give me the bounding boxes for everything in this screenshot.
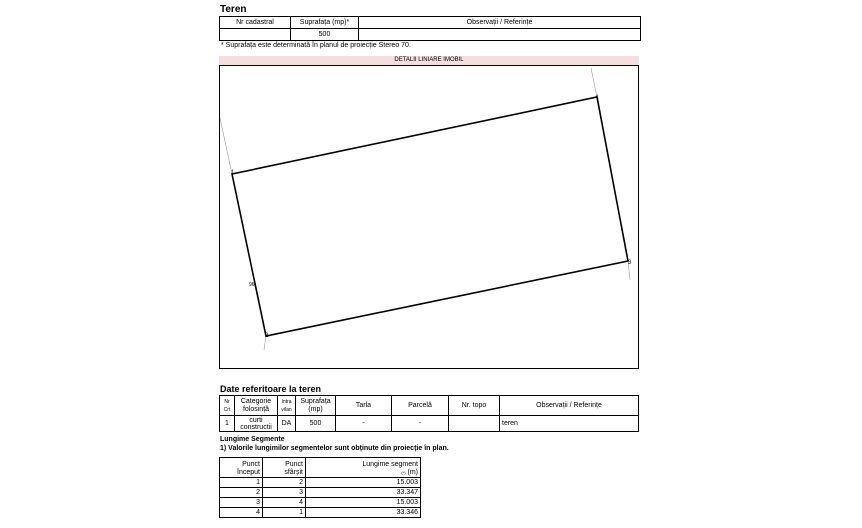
cell-start: 3 xyxy=(220,498,263,508)
header-categorie: Categorie folosință xyxy=(235,396,278,416)
table-header-row xyxy=(220,458,421,478)
cell-length: 15.003 xyxy=(306,498,421,508)
cell-suprafata: 500 xyxy=(296,416,336,432)
header-nr-crt: Nr Crt xyxy=(220,396,235,416)
header-lungime xyxy=(306,458,421,478)
segment-note: 1) Valorile lungimilor segmentelor sunt obținute din proiecție în plan. xyxy=(220,445,449,452)
surface-footnote: * Suprafața este determinată în planul de proiecție Stereo 70. xyxy=(221,42,411,49)
cell-observatii xyxy=(359,29,641,41)
neighbor-line xyxy=(591,68,597,97)
cell-start: 4 xyxy=(220,508,263,518)
header-punct-sfarsit: Punct sfârșit xyxy=(263,458,306,478)
section-title-teren: Teren xyxy=(220,4,247,15)
header-intravilan: Intra vilan xyxy=(278,396,296,416)
sketch-header: DETALII LINIARE IMOBIL xyxy=(219,56,639,65)
side-label: 96; xyxy=(249,282,256,288)
cell-length: 15.003 xyxy=(306,478,421,488)
vertex-label-4: 4 xyxy=(595,95,599,101)
neighbor-line xyxy=(220,118,232,174)
cell-tarla: - xyxy=(336,416,392,432)
header-unit-small: (*) xyxy=(401,470,406,475)
cell-intravilan: DA xyxy=(278,416,296,432)
cell-length: 33.346 xyxy=(306,508,421,518)
cell-nr-cadastral xyxy=(220,29,291,41)
vertex-label-2: 2 xyxy=(265,333,269,339)
parcel-sketch xyxy=(219,65,639,369)
header-punct-inceput: Punct început xyxy=(220,458,263,478)
teren-table xyxy=(219,16,641,41)
vertex-label-3: 3 xyxy=(628,260,632,266)
cell-end: 2 xyxy=(263,478,306,488)
land-data-table xyxy=(219,395,639,432)
header-nr-cadastral: Nr cadastral xyxy=(220,17,291,29)
table-row xyxy=(220,498,421,508)
cell-end: 1 xyxy=(263,508,306,518)
table-header-row xyxy=(220,17,641,29)
table-header-row xyxy=(220,396,639,416)
header-suprafata: Suprafața (mp) xyxy=(296,396,336,416)
table-row xyxy=(220,478,421,488)
table-row xyxy=(220,416,639,432)
cell-nr-crt: 1 xyxy=(220,416,235,432)
cell-end: 4 xyxy=(263,498,306,508)
table-row xyxy=(220,488,421,498)
cell-parcela: - xyxy=(392,416,449,432)
header-observatii: Observații / Referințe xyxy=(500,396,639,416)
header-unit: (m) xyxy=(407,469,418,476)
segment-table xyxy=(219,457,421,518)
vertex-label-1: 1 xyxy=(231,170,235,176)
cell-start: 1 xyxy=(220,478,263,488)
section-title-date-teren: Date referitoare la teren xyxy=(220,384,322,394)
header-suprafata: Suprafața (mp)* xyxy=(291,17,359,29)
header-parcela: Parcelă xyxy=(392,396,449,416)
cell-observatii: teren xyxy=(500,416,639,432)
table-row xyxy=(220,508,421,518)
cell-nr-topo xyxy=(449,416,500,432)
table-row xyxy=(220,29,641,41)
cell-end: 3 xyxy=(263,488,306,498)
header-tarla: Tarla xyxy=(336,396,392,416)
cell-categorie: curti constructii xyxy=(235,416,278,432)
cell-start: 2 xyxy=(220,488,263,498)
cell-suprafata: 500 xyxy=(291,29,359,41)
cell-length: 33.347 xyxy=(306,488,421,498)
parcel-outline xyxy=(232,97,628,336)
section-title-segmente: Lungime Segmente xyxy=(220,436,285,443)
header-nr-topo: Nr. topo xyxy=(449,396,500,416)
header-observatii: Observații / Referințe xyxy=(359,17,641,29)
parcel-drawing xyxy=(220,66,638,368)
header-lungime-label: Lungime segment xyxy=(362,461,418,468)
